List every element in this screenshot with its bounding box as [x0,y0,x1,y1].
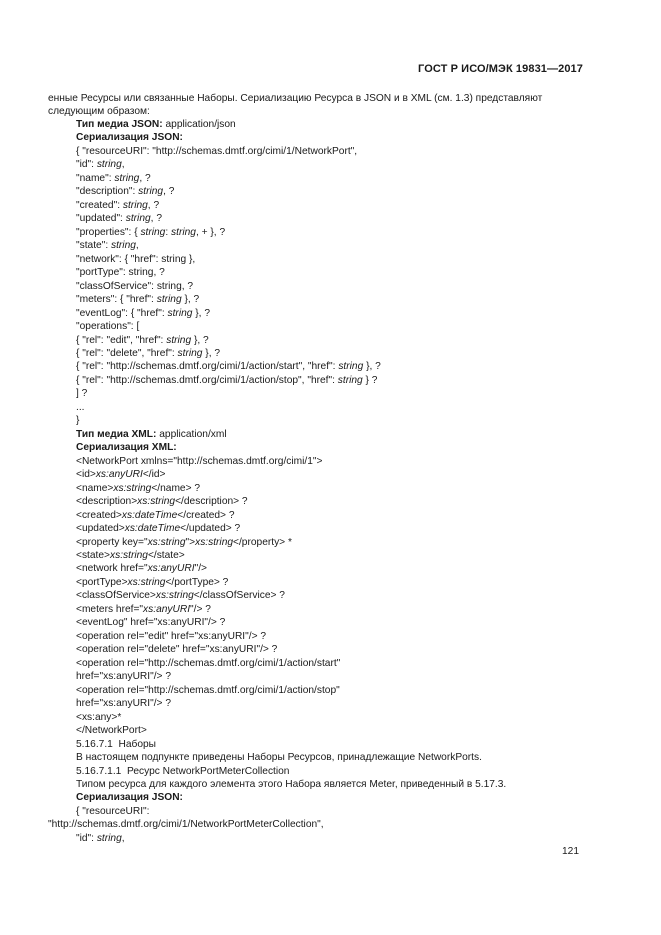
line-text: В настоящем подпункте приведены Наборы Ресурсов, принадлежащие NetworkPorts. [76,752,482,764]
italic-type: string [171,226,196,238]
italic-type: xs:dateTime [124,523,181,535]
text-line [48,347,608,360]
text-line [48,239,608,252]
line-text: }, ? [192,307,210,319]
line-text: <NetworkPort xmlns="http://schemas.dmtf.org/cimi/1"> [76,455,323,467]
text-line [48,199,608,212]
text-line [48,738,608,751]
text-line [48,589,608,602]
text-line [48,158,608,171]
text-line [48,818,608,831]
line-text: <operation rel="edit" href="xs:anyURI"/> ? [76,630,267,642]
text-line [48,495,608,508]
text-line [48,791,608,804]
text-line [48,509,608,522]
italic-type: xs:string [137,496,176,508]
line-text: "description": [76,186,139,198]
line-text: } [76,415,80,427]
italic-type: xs:string [113,482,152,494]
line-text: }, ? [363,361,381,373]
text-line [48,657,608,670]
line-text: "meters": { "href": [76,294,157,306]
bold-label: Сериализация JSON: [76,132,183,144]
line-text: { "rel": "edit", "href": [76,334,167,346]
line-text: <operation rel="http://schemas.dmtf.org/cimi/1/action/start" [76,657,341,669]
line-text: "operations": [ [76,321,140,333]
line-text: "> [185,536,196,548]
line-text: "portType": string, ? [76,267,165,279]
line-text: , [121,159,125,171]
line-text: "state": [76,240,111,252]
italic-type: xs:anyURI [147,563,195,575]
line-text: 5.16.7.1.1 Ресурс NetworkPortMeterCollection [76,765,290,777]
line-text: "eventLog": { "href": [76,307,168,319]
text-line [48,455,608,468]
line-text: , ? [147,199,160,211]
text-line [48,778,608,791]
italic-type: string [110,240,136,252]
text-line [48,603,608,616]
line-text: <updated> [76,523,125,535]
line-text: <property key=" [76,536,148,548]
text-line [48,711,608,724]
text-line [48,643,608,656]
line-text: , ? [150,213,162,225]
text-line [48,468,608,481]
italic-type: string [96,159,122,171]
line-text: "/> [194,563,207,575]
italic-type: string [140,226,166,238]
text-line [48,280,608,293]
italic-type: string [166,334,192,346]
italic-type: string [337,374,363,386]
line-text: } ? [362,374,378,386]
line-text: ] ? [76,388,88,400]
italic-type: xs:string [127,576,166,588]
italic-type: string [125,213,151,225]
text-line [48,401,608,414]
line-text: "updated": [76,213,126,225]
text-line [48,266,608,279]
text-line [48,360,608,373]
line-text: : [165,226,172,238]
text-line [48,172,608,185]
line-text: 5.16.7.1 Наборы [76,738,156,750]
line-text: "/> ? [190,603,211,615]
line-text: , ? [163,186,175,198]
text-line [48,805,608,818]
italic-type: xs:anyURI [95,469,143,481]
line-text: </description> ? [175,496,248,508]
text-line [48,562,608,575]
text-line [48,630,608,643]
italic-type: xs:dateTime [121,509,178,521]
italic-type: xs:string [147,536,186,548]
italic-type: string [138,186,164,198]
line-text: application/xml [159,428,227,440]
text-line [48,428,608,441]
line-text: <state> [76,550,110,561]
line-text: { "resourceURI": [76,805,150,817]
line-text: <classOfService> [76,590,156,602]
line-text: <id> [76,469,96,481]
line-text: <network href=" [76,563,148,575]
text-line [48,293,608,306]
italic-type: string [177,347,203,359]
line-text: ... [76,401,85,413]
line-text: , [121,832,125,844]
text-line [48,697,608,710]
line-text: <portType> [76,576,128,588]
italic-type: xs:string [195,536,234,548]
text-line [48,441,608,454]
line-text: }, ? [191,334,209,346]
text-line [48,387,608,400]
text-line [48,414,608,427]
line-text: <xs:any>* [76,711,122,723]
line-text: </property> * [233,536,292,548]
line-text: <name> [76,482,114,494]
line-text: }, ? [181,294,200,306]
line-text: , ? [139,172,151,184]
line-text: "properties": { [76,226,141,238]
text-line [48,131,608,144]
text-line [48,670,608,683]
italic-type: string [122,199,148,211]
document-body [48,118,608,845]
line-text: <meters href=" [76,603,144,615]
line-text: "network": { "href": string }, [76,253,196,265]
italic-type: string [156,294,182,306]
line-text: "name": [76,172,115,184]
text-line [48,616,608,629]
text-line [48,145,608,158]
line-text: { "rel": "delete", "href": [76,347,178,359]
line-text: href="xs:anyURI"/> ? [76,671,172,683]
bold-label: Сериализация XML: [76,442,177,454]
text-line [48,751,608,764]
standard-header: ГОСТ Р ИСО/МЭК 19831—2017 [418,63,583,75]
line-text: "created": [76,199,123,211]
line-text: <operation rel="delete" href="xs:anyURI"/> ? [76,644,278,656]
text-line [48,724,608,737]
line-text: </created> ? [177,509,235,521]
text-line [48,334,608,347]
line-text: "classOfService": string, ? [76,280,194,292]
text-line [48,832,608,845]
text-line [48,765,608,778]
intro-paragraph: енные Ресурсы или связанные Наборы. Сериализацию Ресурса в JSON и в XML (см. 1.3) представляют следующим образом: [48,93,543,118]
italic-type: xs:string [110,550,148,561]
italic-type: string [96,832,122,844]
line-text: <eventLog" href="xs:anyURI"/> ? [76,617,226,629]
line-text: <created> [76,509,122,521]
line-text: </state> [147,550,185,561]
text-line [48,576,608,589]
text-line [48,307,608,320]
text-line [48,212,608,225]
line-text: </updated> ? [180,523,241,535]
line-text: { "rel": "http://schemas.dmtf.org/cimi/1/action/stop", "href": [76,374,338,386]
italic-type: xs:string [155,590,194,602]
text-line [48,226,608,239]
line-text: </id> [142,469,166,481]
line-text: </NetworkPort> [76,725,147,737]
page-number: 121 [562,846,579,857]
line-text: { "rel": "http://schemas.dmtf.org/cimi/1/action/start", "href": [76,361,339,373]
line-text: </portType> ? [165,576,229,588]
line-text: <operation rel="http://schemas.dmtf.org/cimi/1/action/stop" [76,684,340,696]
text-line [48,185,608,198]
bold-label: Сериализация JSON: [76,792,183,804]
text-line [48,536,608,549]
text-line [48,549,608,562]
line-text: "id": [76,159,97,171]
line-text: <description> [76,496,138,508]
line-text: "http://schemas.dmtf.org/cimi/1/NetworkPortMeterCollection", [48,819,324,831]
text-line [48,253,608,266]
text-line [48,482,608,495]
bold-label: Тип медиа XML: [76,428,160,440]
bold-label: Тип медиа JSON: [76,119,166,130]
italic-type: string [114,172,140,184]
line-text: application/json [165,119,236,130]
text-line [48,374,608,387]
italic-type: string [338,361,364,373]
line-text: Типом ресурса для каждого элемента этого Набора является Meter, приведенный в 5.17.3. [76,778,507,790]
text-line [48,118,608,131]
italic-type: xs:anyURI [143,603,191,615]
line-text: { "resourceURI": "http://schemas.dmtf.org/cimi/1/NetworkPort", [76,145,358,157]
italic-type: string [167,307,193,319]
line-text: href="xs:anyURI"/> ? [76,698,172,710]
line-text: "id": [76,832,97,844]
line-text: </name> ? [151,482,201,494]
line-text: , + }, ? [195,226,226,238]
text-line [48,684,608,697]
text-line [48,320,608,333]
text-line [48,522,608,535]
line-text: , [135,240,139,252]
line-text: }, ? [202,347,221,359]
line-text: </classOfService> ? [193,590,285,602]
